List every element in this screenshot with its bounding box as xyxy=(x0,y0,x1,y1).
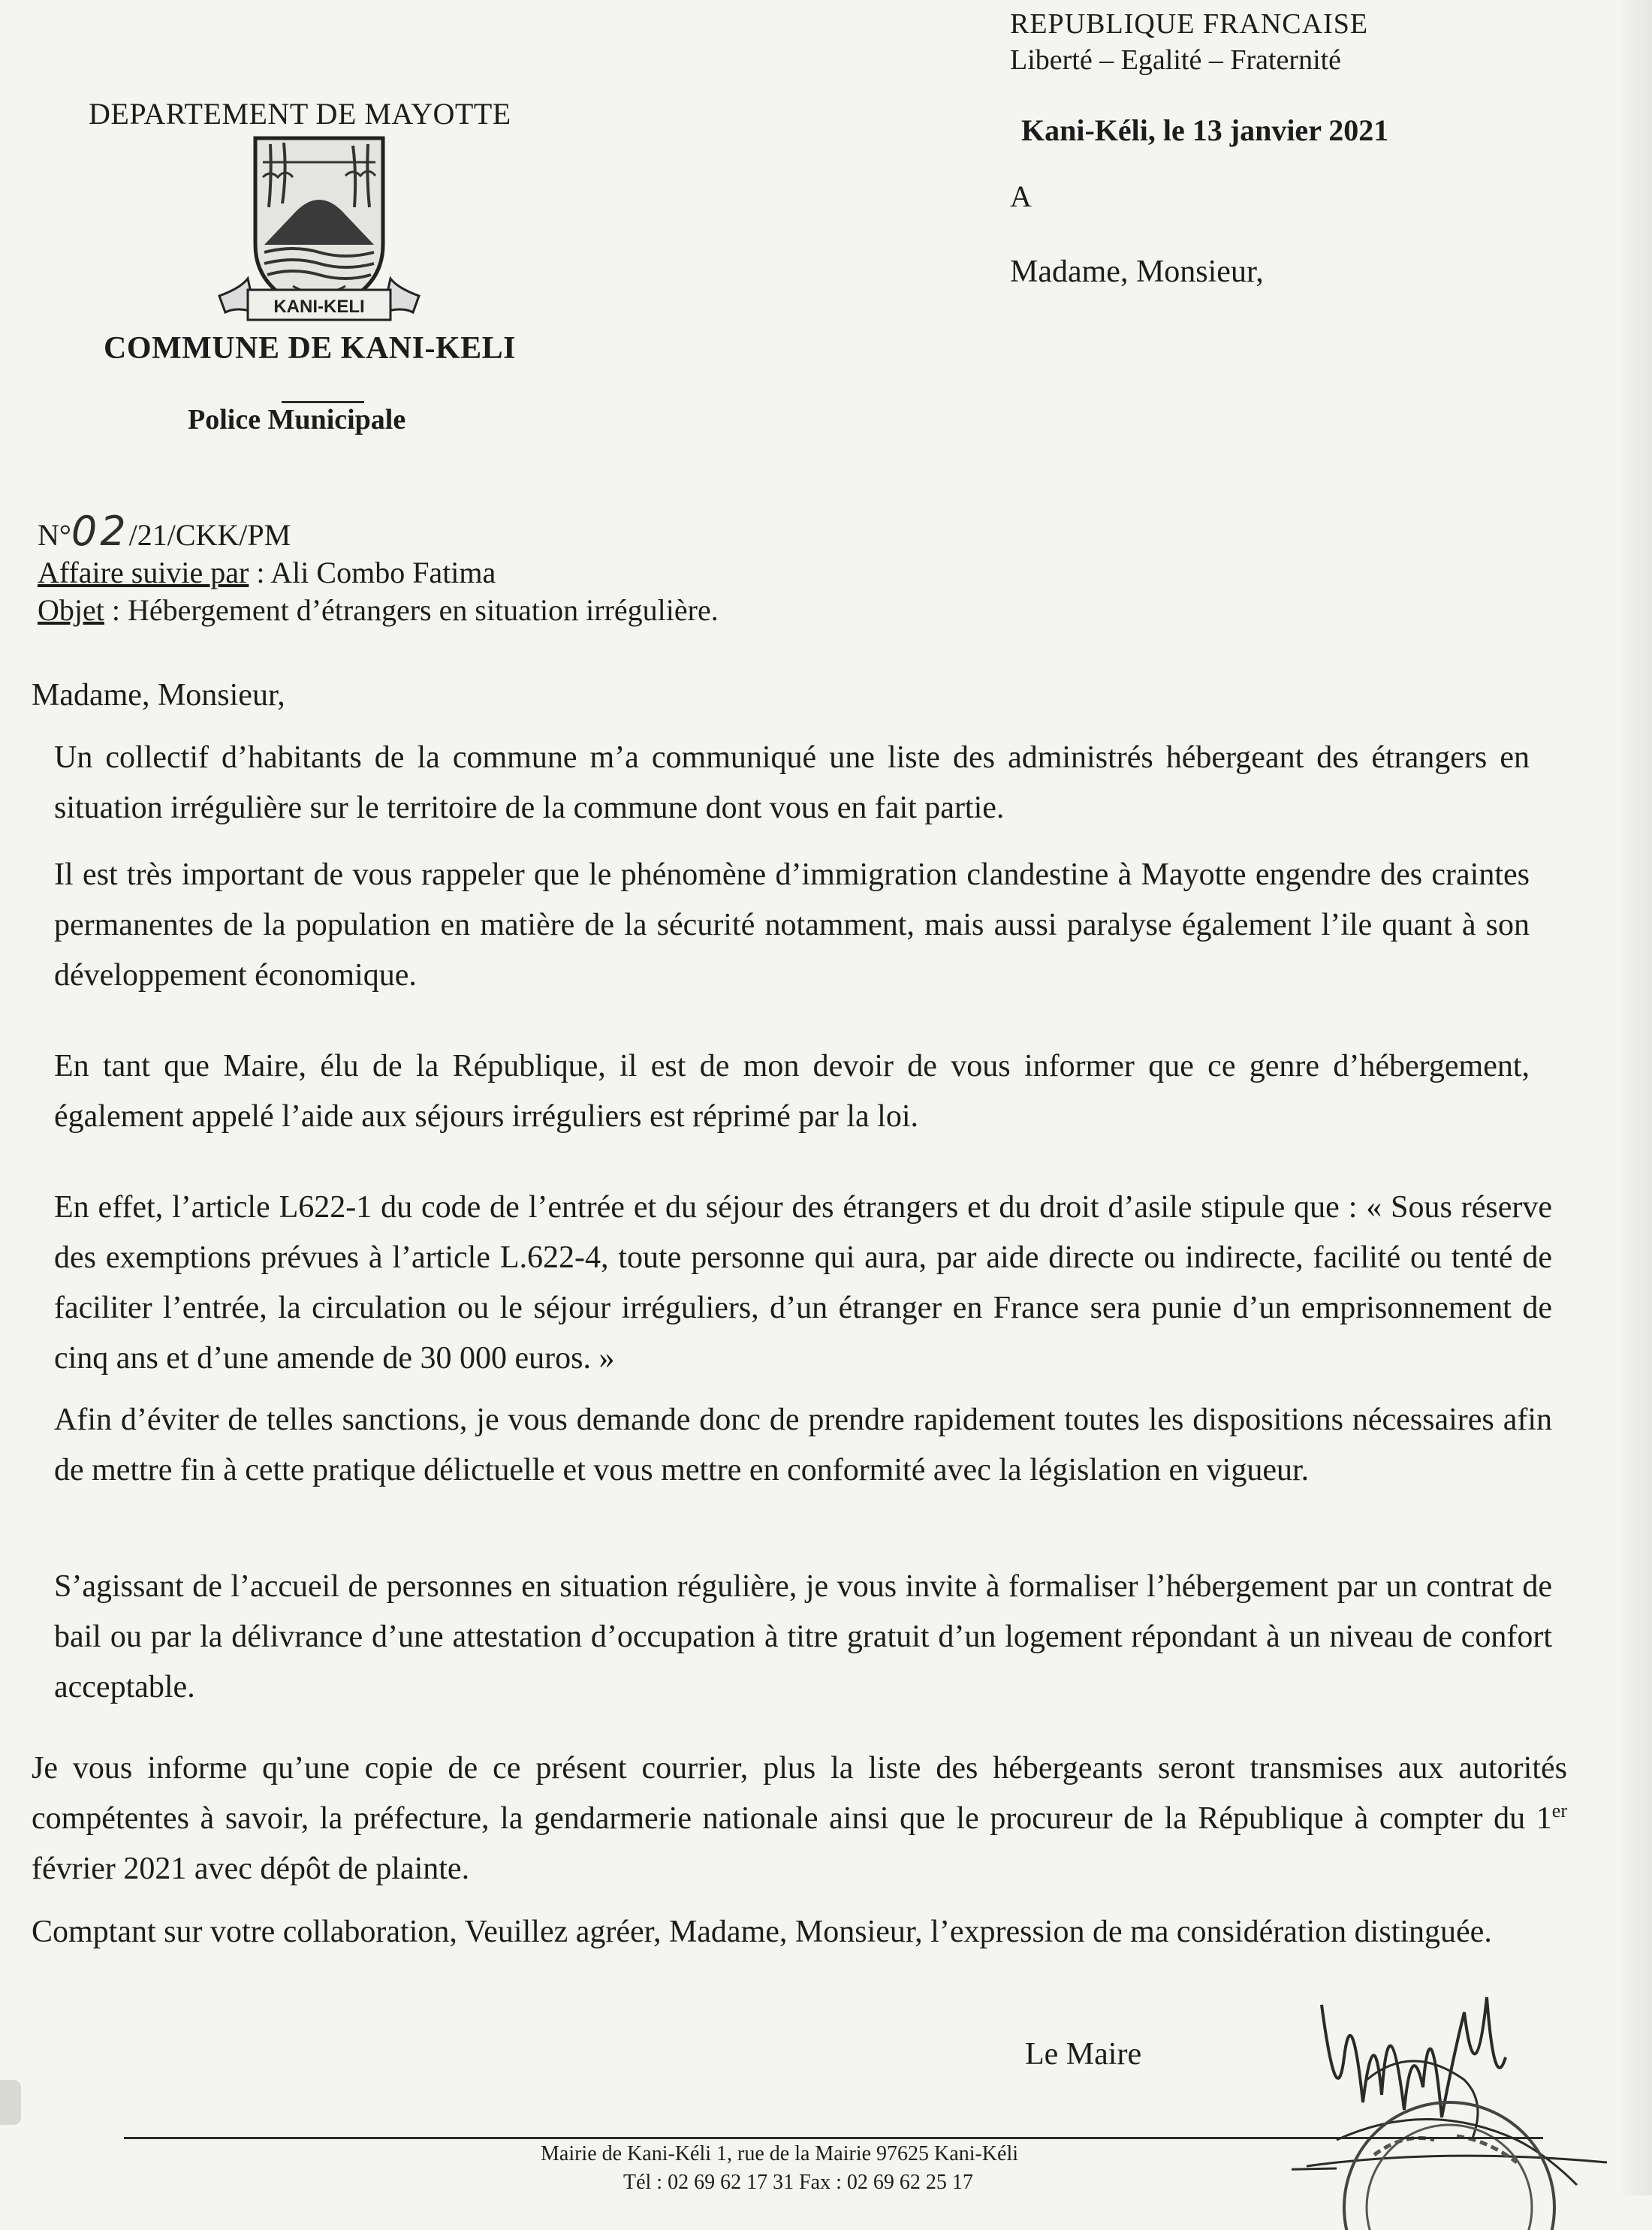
republic-motto: Liberté – Egalité – Fraternité xyxy=(1010,44,1342,76)
paragraph-5: Afin d’éviter de telles sanctions, je vous demande donc de prendre rapidement toutes les dispositions nécessaires afin de mettre fin à cette pratique délictuelle et vous mettre en conformité avec la législation en vigueur. xyxy=(54,1403,1552,1487)
object-value: : Hébergement d’étrangers en situation irrégulière. xyxy=(104,593,719,627)
paragraph-3: En tant que Maire, élu de la République, il est de mon devoir de vous informer que ce genre d’hébergement, également appelé l’aide aux séjours irréguliers est réprimé par la loi. xyxy=(54,1049,1530,1134)
followed-by-value: : Ali Combo Fatima xyxy=(249,556,496,589)
object-line xyxy=(38,592,719,629)
object-label: Objet xyxy=(38,593,104,627)
letter-footer xyxy=(541,2140,1018,2197)
republic-title: REPUBLIQUE FRANCAISE xyxy=(1010,8,1369,40)
official-stamp-icon xyxy=(1292,2065,1562,2230)
reference-prefix: N° xyxy=(38,518,71,552)
commune-name: COMMUNE DE KANI-KELI xyxy=(104,331,517,366)
department-name: DEPARTEMENT DE MAYOTTE xyxy=(89,97,511,131)
signatory-title: Le Maire xyxy=(1025,2037,1142,2072)
recipient-name: Madame, Monsieur, xyxy=(1010,255,1264,289)
paragraph-1: Un collectif d’habitants de la commune m’a communiqué une liste des administrés hébergeant des étrangers en situation irrégulière sur le territoire de la commune dont vous en fait partie. xyxy=(54,740,1530,825)
letter-date: Kani-Kéli, le 13 janvier 2021 xyxy=(1021,113,1389,147)
republic-header xyxy=(1010,6,1368,78)
recipient-prefix: A xyxy=(1010,179,1032,213)
reference-number xyxy=(38,508,719,555)
service-name: Police Municipale xyxy=(188,404,406,435)
commune-crest-icon xyxy=(218,132,421,339)
scan-edge-mark xyxy=(0,2080,21,2125)
reference-handwritten-number: 02 xyxy=(71,508,129,555)
paragraph-2: Il est très important de vous rappeler que le phénomène d’immigration clandestine à Mayotte engendre des craintes permanentes de la population en matière de la sécurité notamment, mais aussi paralyse également l’ile quant à son développement économique. xyxy=(54,857,1530,993)
reference-block xyxy=(38,508,719,629)
footer-contact: Tél : 02 69 62 17 31 Fax : 02 69 62 25 17 xyxy=(623,2171,973,2194)
paragraph-7-superscript: er xyxy=(1551,1800,1567,1822)
followed-by-label: Affaire suivie par xyxy=(38,556,249,589)
paragraph-7 xyxy=(32,1743,1567,1894)
paragraph-8: Comptant sur votre collaboration, Veuillez agréer, Madame, Monsieur, l’expression de ma considération distinguée. xyxy=(32,1915,1492,1949)
reference-suffix: /21/CKK/PM xyxy=(128,518,291,552)
paragraph-7-end: février 2021 avec dépôt de plainte. xyxy=(32,1852,470,1886)
paragraph-7-text: Je vous informe qu’une copie de ce présent courrier, plus la liste des hébergeants seront transmises aux autorités compétentes à savoir, la préfecture, la gendarmerie nationale ainsi que le procureur de la République à compter du 1 xyxy=(32,1751,1567,1836)
crest-banner-text: KANI-KELI xyxy=(273,297,365,317)
footer-address: Mairie de Kani-Kéli 1, rue de la Mairie 97625 Kani-Kéli xyxy=(541,2142,1019,2165)
paragraph-4: En effet, l’article L622-1 du code de l’entrée et du séjour des étrangers et du droit d’asile stipule que : « Sous réserve des exemptions prévues à l’article L.622-4, toute personne qui aura, par aide directe ou indirecte, facilité ou tenté de faciliter l’entrée, la circulation ou le séjour irréguliers, d’un étranger en France sera punie d’un emprisonnement de cinq ans et d’une amende de 30 000 euros. » xyxy=(54,1190,1552,1376)
paragraph-6: S’agissant de l’accueil de personnes en situation régulière, je vous invite à formaliser l’hébergement par un contrat de bail ou par la délivrance d’une attestation d’occupation à titre gratuit d’un logement répondant à un niveau de confort acceptable. xyxy=(54,1569,1552,1704)
footer-divider xyxy=(124,2137,1543,2139)
followed-by-line xyxy=(38,554,719,592)
scan-edge-shadow xyxy=(1622,0,1652,2195)
letter-greeting: Madame, Monsieur, xyxy=(32,678,285,713)
